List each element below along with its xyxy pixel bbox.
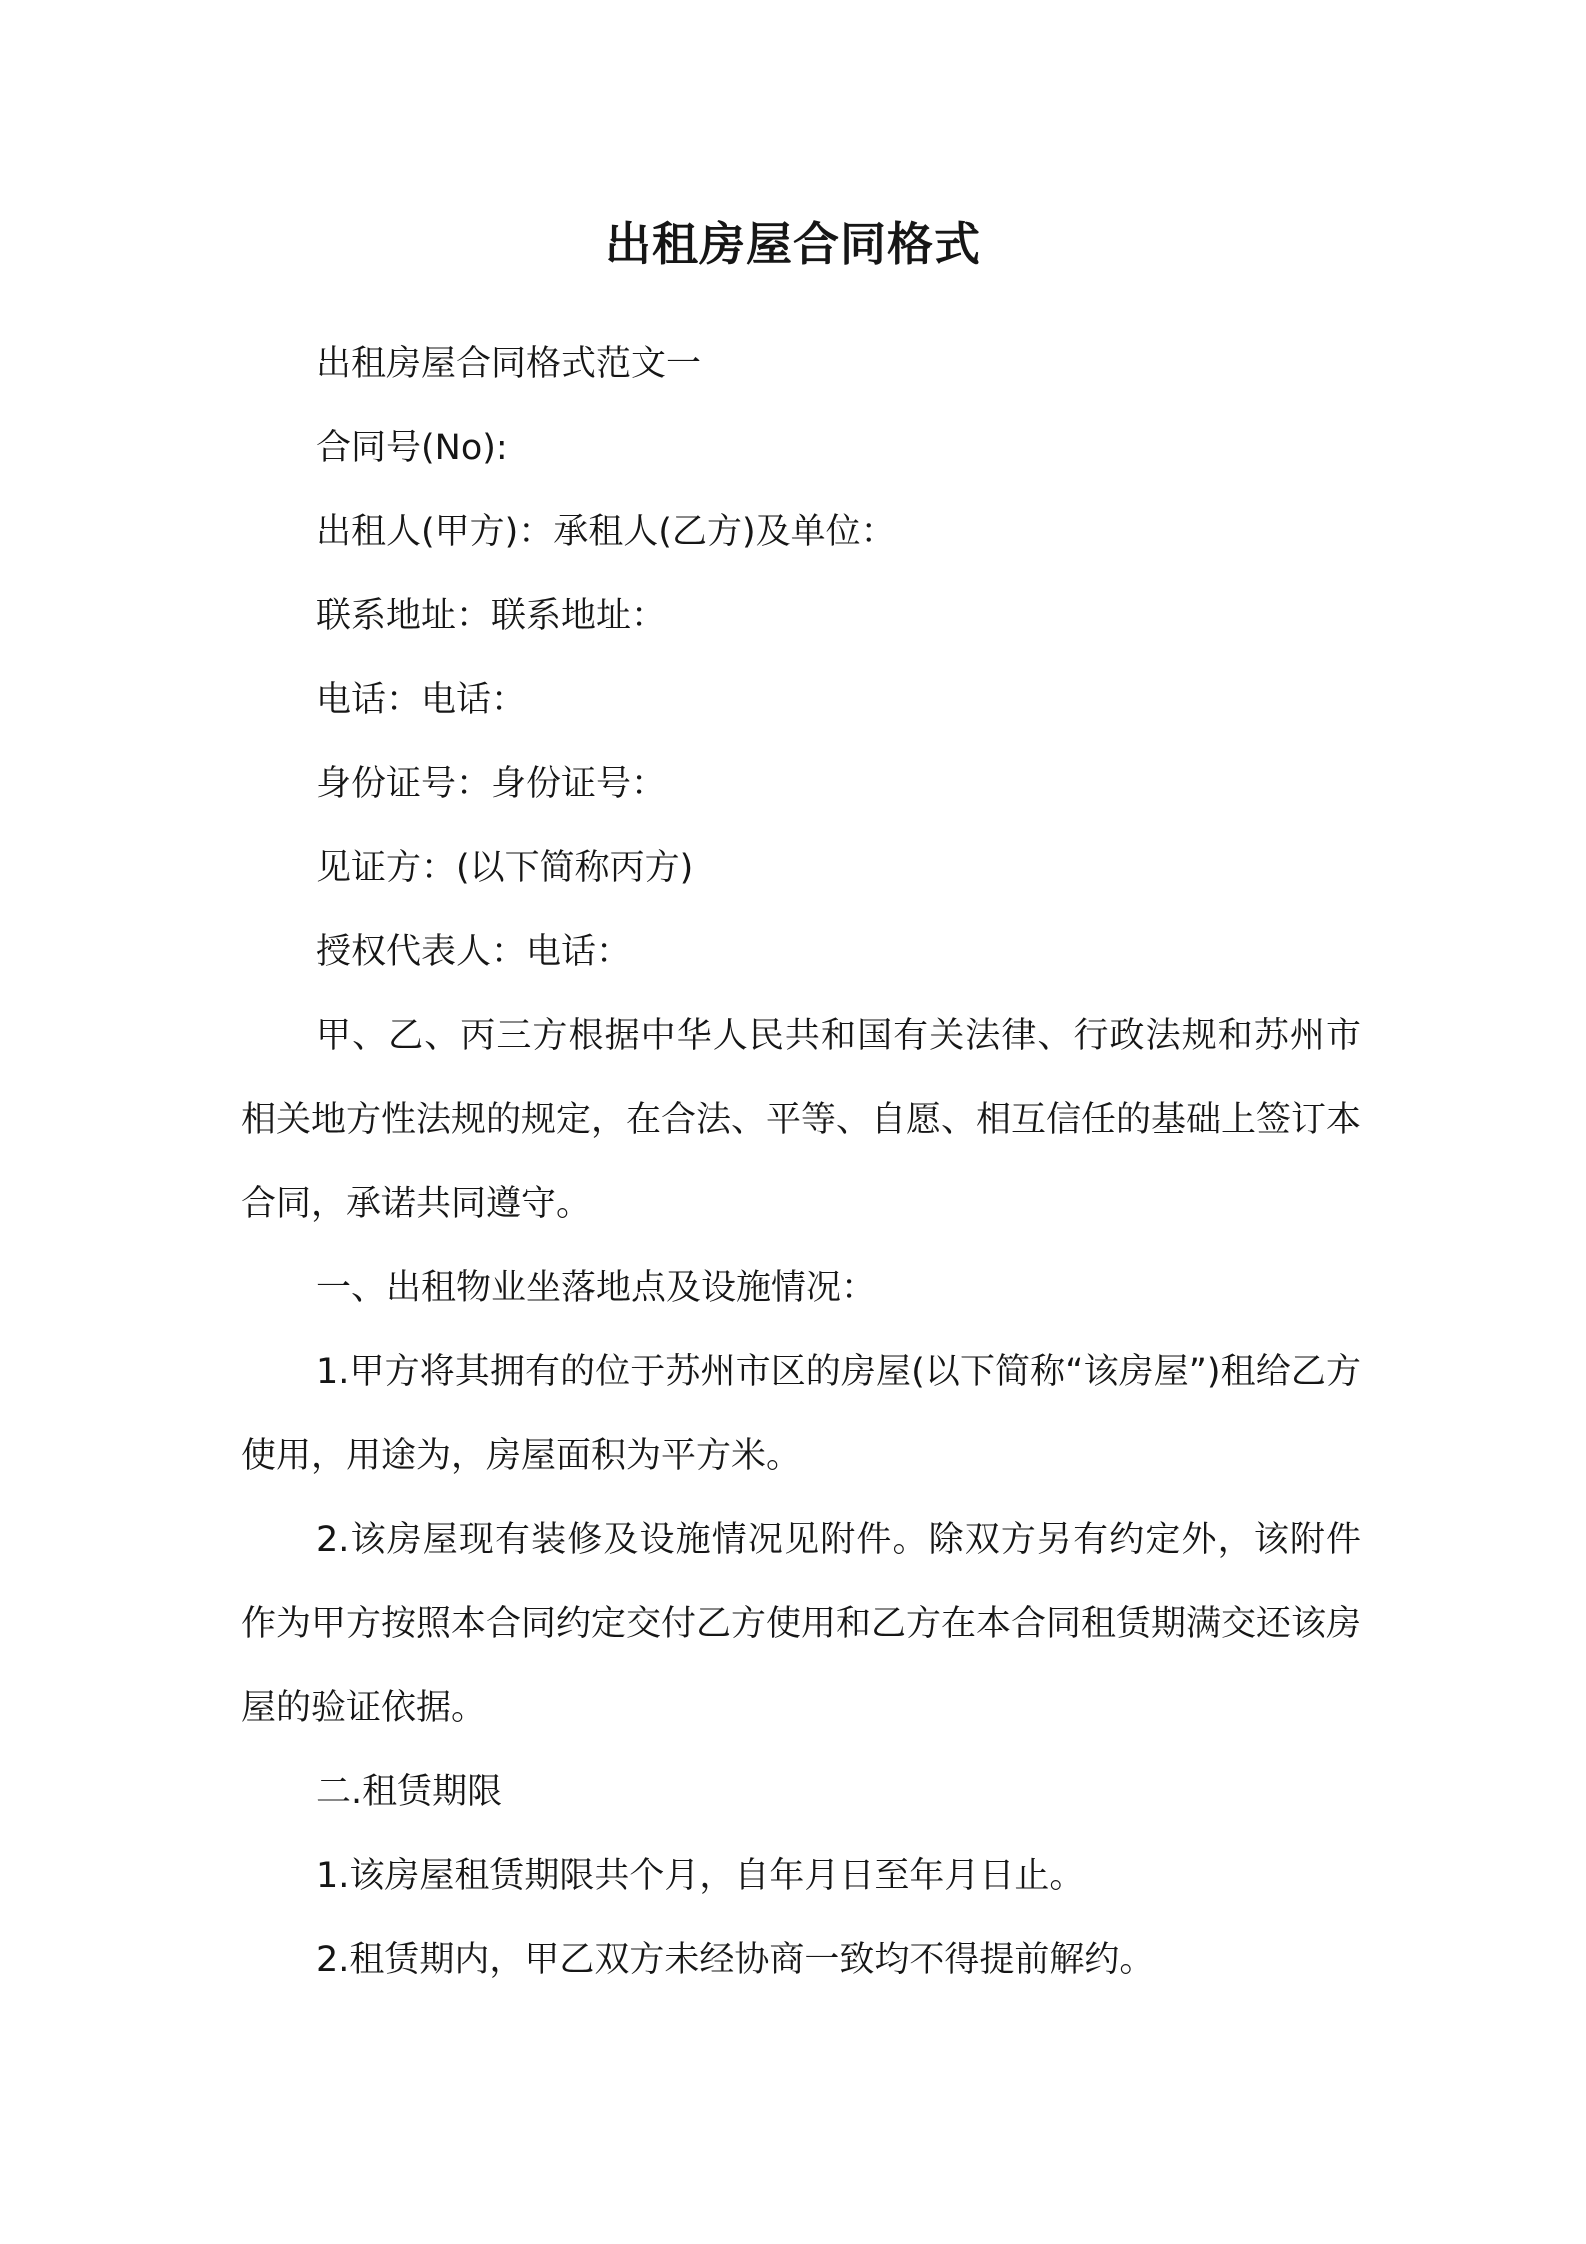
- clause-1-1: 1.甲方将其拥有的位于苏州市区的房屋(以下简称“该房屋”)租给乙方使用，用途为，房屋面积为平方米。: [241, 1352, 1361, 1476]
- paragraph-phone: 电话：电话：: [316, 680, 527, 720]
- paragraph-authorized-rep: 授权代表人：电话：: [316, 932, 632, 972]
- paragraph-preamble: 甲、乙、丙三方根据中华人民共和国有关法律、行政法规和苏州市相关地方性法规的规定，在合法、平等、自愿、相互信任的基础上签订本合同，承诺共同遵守。: [241, 1016, 1362, 1224]
- clause-2-2: 2.租赁期内，甲乙双方未经协商一致均不得提前解约。: [316, 1940, 1155, 1980]
- paragraph-parties: 出租人(甲方)：承租人(乙方)及单位：: [316, 512, 896, 552]
- paragraph-witness: 见证方：(以下简称丙方): [316, 848, 694, 888]
- document-body: [241, 322, 1361, 2002]
- paragraph-contract-number: 合同号(No):: [316, 428, 508, 468]
- section-heading-lease-term: 二.租赁期限: [316, 1772, 503, 1812]
- clause-2-1: 1.该房屋租赁期限共个月，自年月日至年月日止。: [316, 1856, 1085, 1896]
- section-heading-property: 一、出租物业坐落地点及设施情况：: [316, 1268, 877, 1308]
- paragraph-id-number: 身份证号：身份证号：: [316, 764, 667, 804]
- clause-1-2: 2.该房屋现有装修及设施情况见附件。除双方另有约定外，该附件作为甲方按照本合同约定交付乙方使用和乙方在本合同租赁期满交还该房屋的验证依据。: [241, 1520, 1362, 1728]
- paragraph-contact-address: 联系地址：联系地址：: [316, 596, 667, 636]
- document-title: 出租房屋合同格式: [605, 217, 981, 271]
- paragraph-template-heading: 出租房屋合同格式范文一: [316, 344, 702, 384]
